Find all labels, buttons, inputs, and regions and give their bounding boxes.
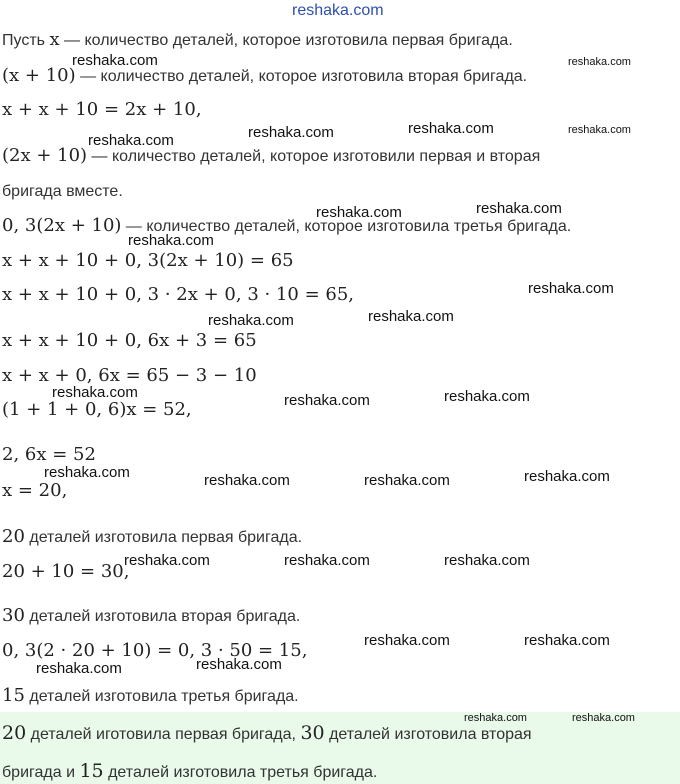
text-fragment: Пусть xyxy=(2,32,50,49)
watermark: reshaka.com xyxy=(88,132,174,149)
watermark: reshaka.com xyxy=(568,124,631,136)
text-fragment: деталей изготовила третья бригада. xyxy=(103,764,378,781)
text-fragment: деталей изготовила первая бригада. xyxy=(24,529,303,546)
watermark: reshaka.com xyxy=(476,200,562,217)
math-expression: x + x + 10 + 0, 3(2x + 10) = 65 xyxy=(2,250,294,271)
watermark: reshaka.com xyxy=(444,552,530,569)
watermark: reshaka.com xyxy=(124,552,210,569)
solution-line xyxy=(2,146,540,167)
watermark: reshaka.com xyxy=(464,712,527,724)
math-expression: x + x + 10 + 0, 6x + 3 = 65 xyxy=(2,330,257,351)
math-expression: 15 xyxy=(79,760,104,782)
watermark: reshaka.com xyxy=(316,204,402,221)
watermark: reshaka.com xyxy=(524,468,610,485)
watermark-top[interactable]: reshaka.com xyxy=(292,2,384,19)
watermark: reshaka.com xyxy=(284,552,370,569)
solution-line xyxy=(2,686,299,707)
watermark: reshaka.com xyxy=(364,632,450,649)
watermark: reshaka.com xyxy=(204,472,290,489)
math-expression: 20 xyxy=(2,722,27,744)
answer-line xyxy=(2,722,532,744)
watermark: reshaka.com xyxy=(568,56,631,68)
solution-line xyxy=(2,606,300,627)
watermark: reshaka.com xyxy=(524,632,610,649)
watermark: reshaka.com xyxy=(208,312,294,329)
math-expression: x + x + 0, 6x = 65 − 3 − 10 xyxy=(2,365,257,386)
math-expression: 15 xyxy=(2,685,25,706)
solution-line xyxy=(2,481,67,502)
solution-line xyxy=(2,216,571,237)
answer-line xyxy=(2,760,377,782)
text-fragment: — количество деталей, которое изготовила вторая бригада. xyxy=(75,68,528,85)
solution-line xyxy=(2,100,202,121)
solution-line xyxy=(2,400,192,421)
text-fragment: — количество деталей, которое изготовили первая и вторая xyxy=(87,148,541,165)
solution-line xyxy=(2,445,96,466)
math-expression: x = 20, xyxy=(2,480,68,501)
watermark: reshaka.com xyxy=(444,388,530,405)
solution-line xyxy=(2,66,527,87)
solution-line xyxy=(2,331,257,352)
solution-line xyxy=(2,562,130,583)
watermark: reshaka.com xyxy=(528,280,614,297)
watermark: reshaka.com xyxy=(284,392,370,409)
math-expression: 30 xyxy=(300,722,325,744)
text-fragment: деталей иготовила первая бригада, xyxy=(26,726,301,743)
watermark: reshaka.com xyxy=(364,472,450,489)
math-expression: (2x + 10) xyxy=(2,145,88,166)
watermark: reshaka.com xyxy=(572,712,635,724)
text-fragment: деталей изготовила вторая бригада. xyxy=(24,608,301,625)
math-expression: 30 xyxy=(2,605,25,626)
watermark: reshaka.com xyxy=(44,464,130,481)
watermark: reshaka.com xyxy=(72,52,158,69)
watermark: reshaka.com xyxy=(368,308,454,325)
math-expression: x + x + 10 = 2x + 10, xyxy=(2,99,202,120)
math-expression: (1 + 1 + 0, 6)x = 52, xyxy=(2,399,192,420)
text-fragment: — количество деталей, которое изготовила первая бригада. xyxy=(59,32,513,49)
math-expression: 0, 3(2x + 10) xyxy=(2,215,122,236)
solution-line xyxy=(2,527,302,548)
math-expression: 0, 3(2 · 20 + 10) = 0, 3 · 50 = 15, xyxy=(2,640,308,661)
text-fragment: — количество деталей, которое изготовила третья бригада. xyxy=(121,218,572,235)
text-fragment: деталей изготовила третья бригада. xyxy=(24,688,299,705)
solution-line xyxy=(2,182,123,202)
math-expression: x + x + 10 + 0, 3 · 2x + 0, 3 · 10 = 65, xyxy=(2,284,354,305)
solution-line xyxy=(2,251,294,272)
text-fragment: деталей изготовила вторая xyxy=(324,726,532,743)
watermark: reshaka.com xyxy=(248,124,334,141)
math-expression: x xyxy=(49,29,60,50)
text-fragment: бригада вместе. xyxy=(2,183,123,200)
watermark: reshaka.com xyxy=(52,384,138,401)
math-expression: 20 + 10 = 30, xyxy=(2,561,130,582)
math-expression: 20 xyxy=(2,526,25,547)
solution-line xyxy=(2,30,513,51)
watermark: reshaka.com xyxy=(408,120,494,137)
solution-line xyxy=(2,285,354,306)
text-fragment: бригада и xyxy=(2,764,80,781)
math-expression: 2, 6x = 52 xyxy=(2,444,96,465)
math-expression: (x + 10) xyxy=(2,65,76,86)
watermark: reshaka.com xyxy=(128,232,214,249)
watermark: reshaka.com xyxy=(196,656,282,673)
watermark: reshaka.com xyxy=(36,660,122,677)
